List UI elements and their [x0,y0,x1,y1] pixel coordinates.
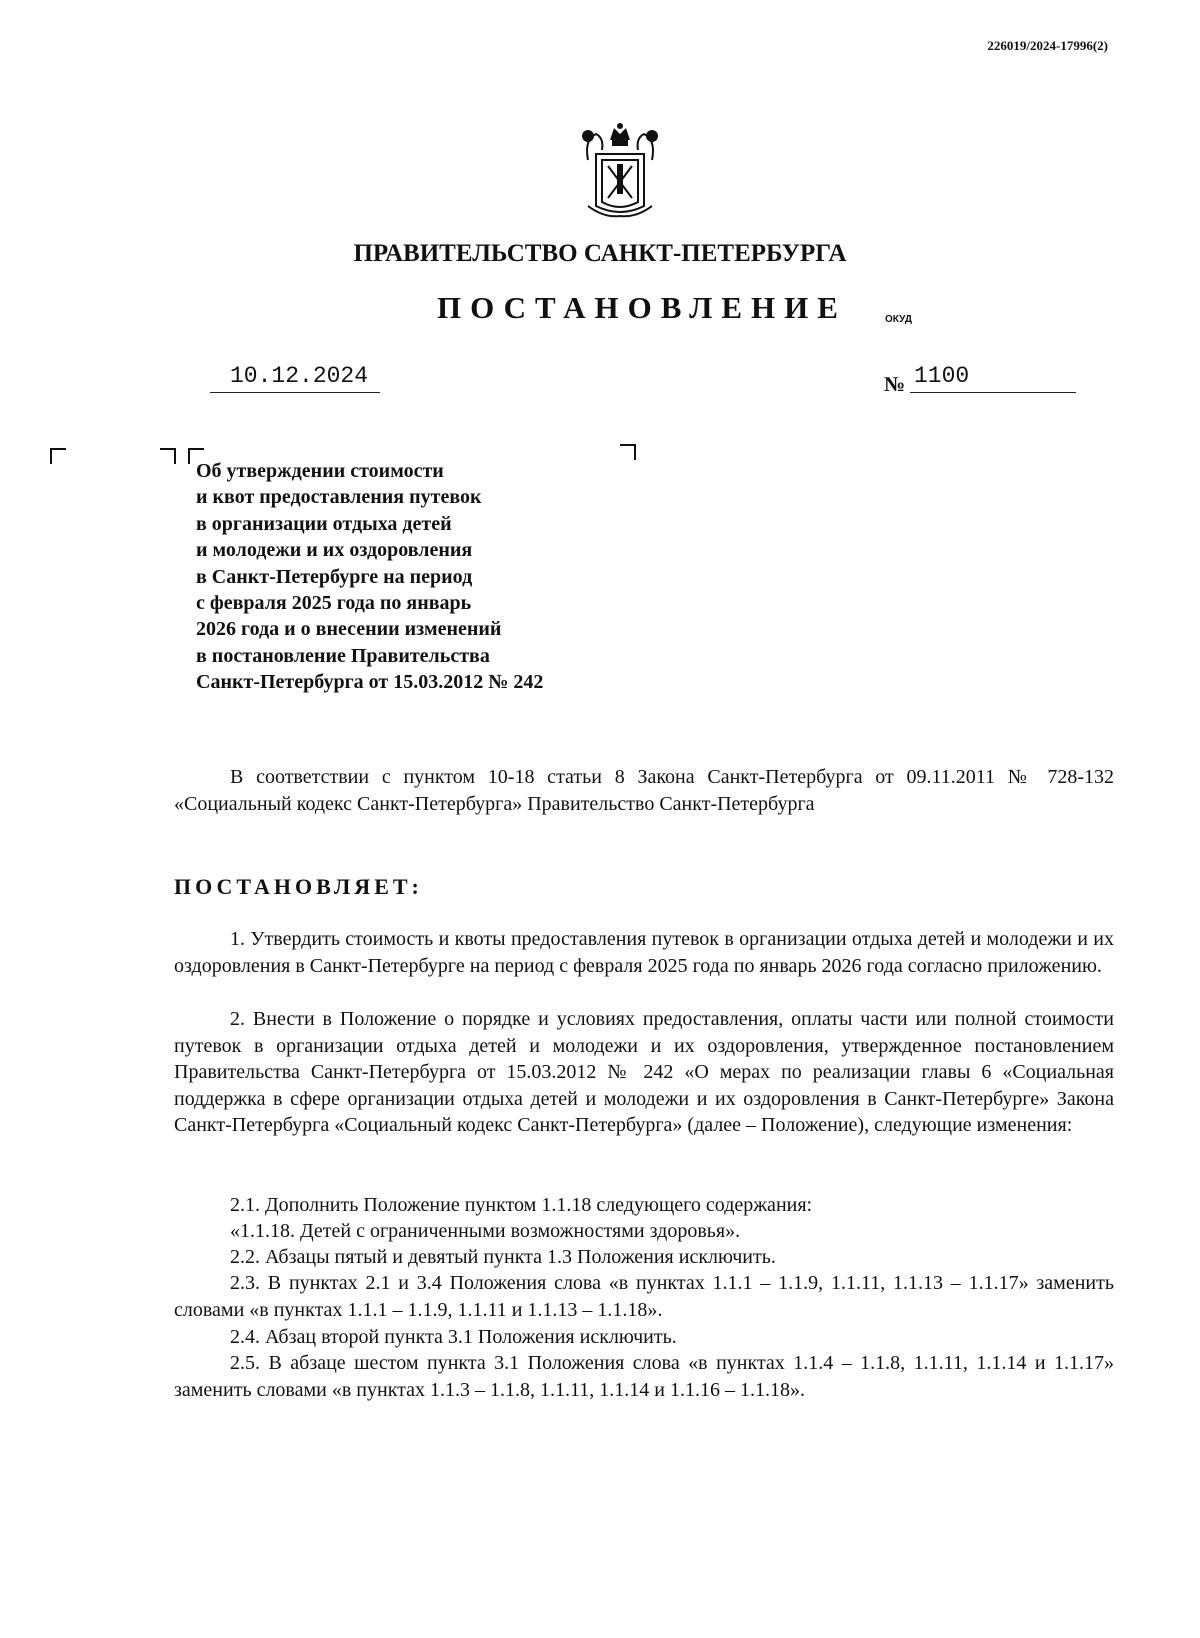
item-2-5: 2.5. В абзаце шестом пункта 3.1 Положения слова «в пунктах 1.1.4 – 1.1.8, 1.1.11, 1.1.14 и 1.1.17» заменить словами «в пунктах 1.1.3 – 1.1.8, 1.1.11, 1.1.14 и 1.1.16 – 1.1.18». [174,1352,1114,1401]
decree-date: 10.12.2024 [210,362,380,393]
decree-number: 1100 [910,362,1076,393]
corner-mark-top-right [160,448,176,464]
item-2-3: 2.3. В пунктах 2.1 и 3.4 Положения слова «в пунктах 1.1.1 – 1.1.9, 1.1.11, 1.1.13 – 1.1.17» заменить словами «в пунктах 1.1.1 – 1.1.9, 1.1.11 и 1.1.13 – 1.1.18». [174,1272,1114,1321]
preamble: В соответствии с пунктом 10-18 статьи 8 Закона Санкт-Петербурга от 09.11.2011 № 728-132 «Социальный кодекс Санкт-Петербурга» Правительство Санкт-Петербурга [174,766,1114,815]
subject-line: Об утверждении стоимости [196,460,444,482]
decree-subject [196,458,636,696]
okud-label: ОКУД [885,314,912,325]
subject-line: Санкт-Петербурга от 15.03.2012 № 242 [196,671,544,694]
number-sign: № [884,372,906,396]
subject-line: в организации отдыха детей [196,512,452,535]
item-2: 2. Внести в Положение о порядке и условиях предоставления, оплаты части или полной стоимости путевок в организации отдыха детей и молодежи и их оздоровления, утвержденное постановлением Правительства Санкт-Петербурга от 15.03.2012 № 242 «О мерах по реализации главы 6 «Социальная поддержка в сфере организации отдыха детей и молодежи и их оздоровления в Санкт-Петербурге» Закона Санкт-Петербурга «Социальный кодекс Санкт-Петербурга» (далее – Положение), следующие изменения: [174,1008,1114,1136]
subject-line: в Санкт-Петербурге на период [196,565,473,588]
decree-title: ПОСТАНОВЛЕНИЕ [437,290,847,325]
corner-mark-top-left [50,448,66,464]
item-2-4: 2.4. Абзац второй пункта 3.1 Положения исключить. [230,1326,677,1348]
government-title: ПРАВИТЕЛЬСТВО САНКТ-ПЕТЕРБУРГА [353,240,847,267]
item-1: 1. Утвердить стоимость и квоты предоставления путевок в организации отдыха детей и молодежи и их оздоровления в Санкт-Петербурге на период с февраля 2025 года по январь 2026 года согласно приложению. [174,928,1114,977]
subject-line: 2026 года и о внесении изменений [196,618,502,641]
subject-line: в постановление Правительства [196,644,490,667]
item-2-1-quote: «1.1.18. Детей с ограниченными возможностями здоровья». [230,1220,741,1242]
subject-line: с февраля 2025 года по январь [196,592,472,615]
subject-line: и молодежи и их оздоровления [196,539,473,562]
registration-number: 226019/2024-17996(2) [987,38,1108,53]
resolves-heading: ПОСТАНОВЛЯЕТ: [174,874,423,899]
item-2-2: 2.2. Абзацы пятый и девятый пункта 1.3 Положения исключить. [230,1246,776,1268]
saint-petersburg-coat-of-arms-icon [574,120,666,220]
item-2-1: 2.1. Дополнить Положение пунктом 1.1.18 следующего содержания: [230,1194,813,1216]
subject-line: и квот предоставления путевок [196,486,482,509]
